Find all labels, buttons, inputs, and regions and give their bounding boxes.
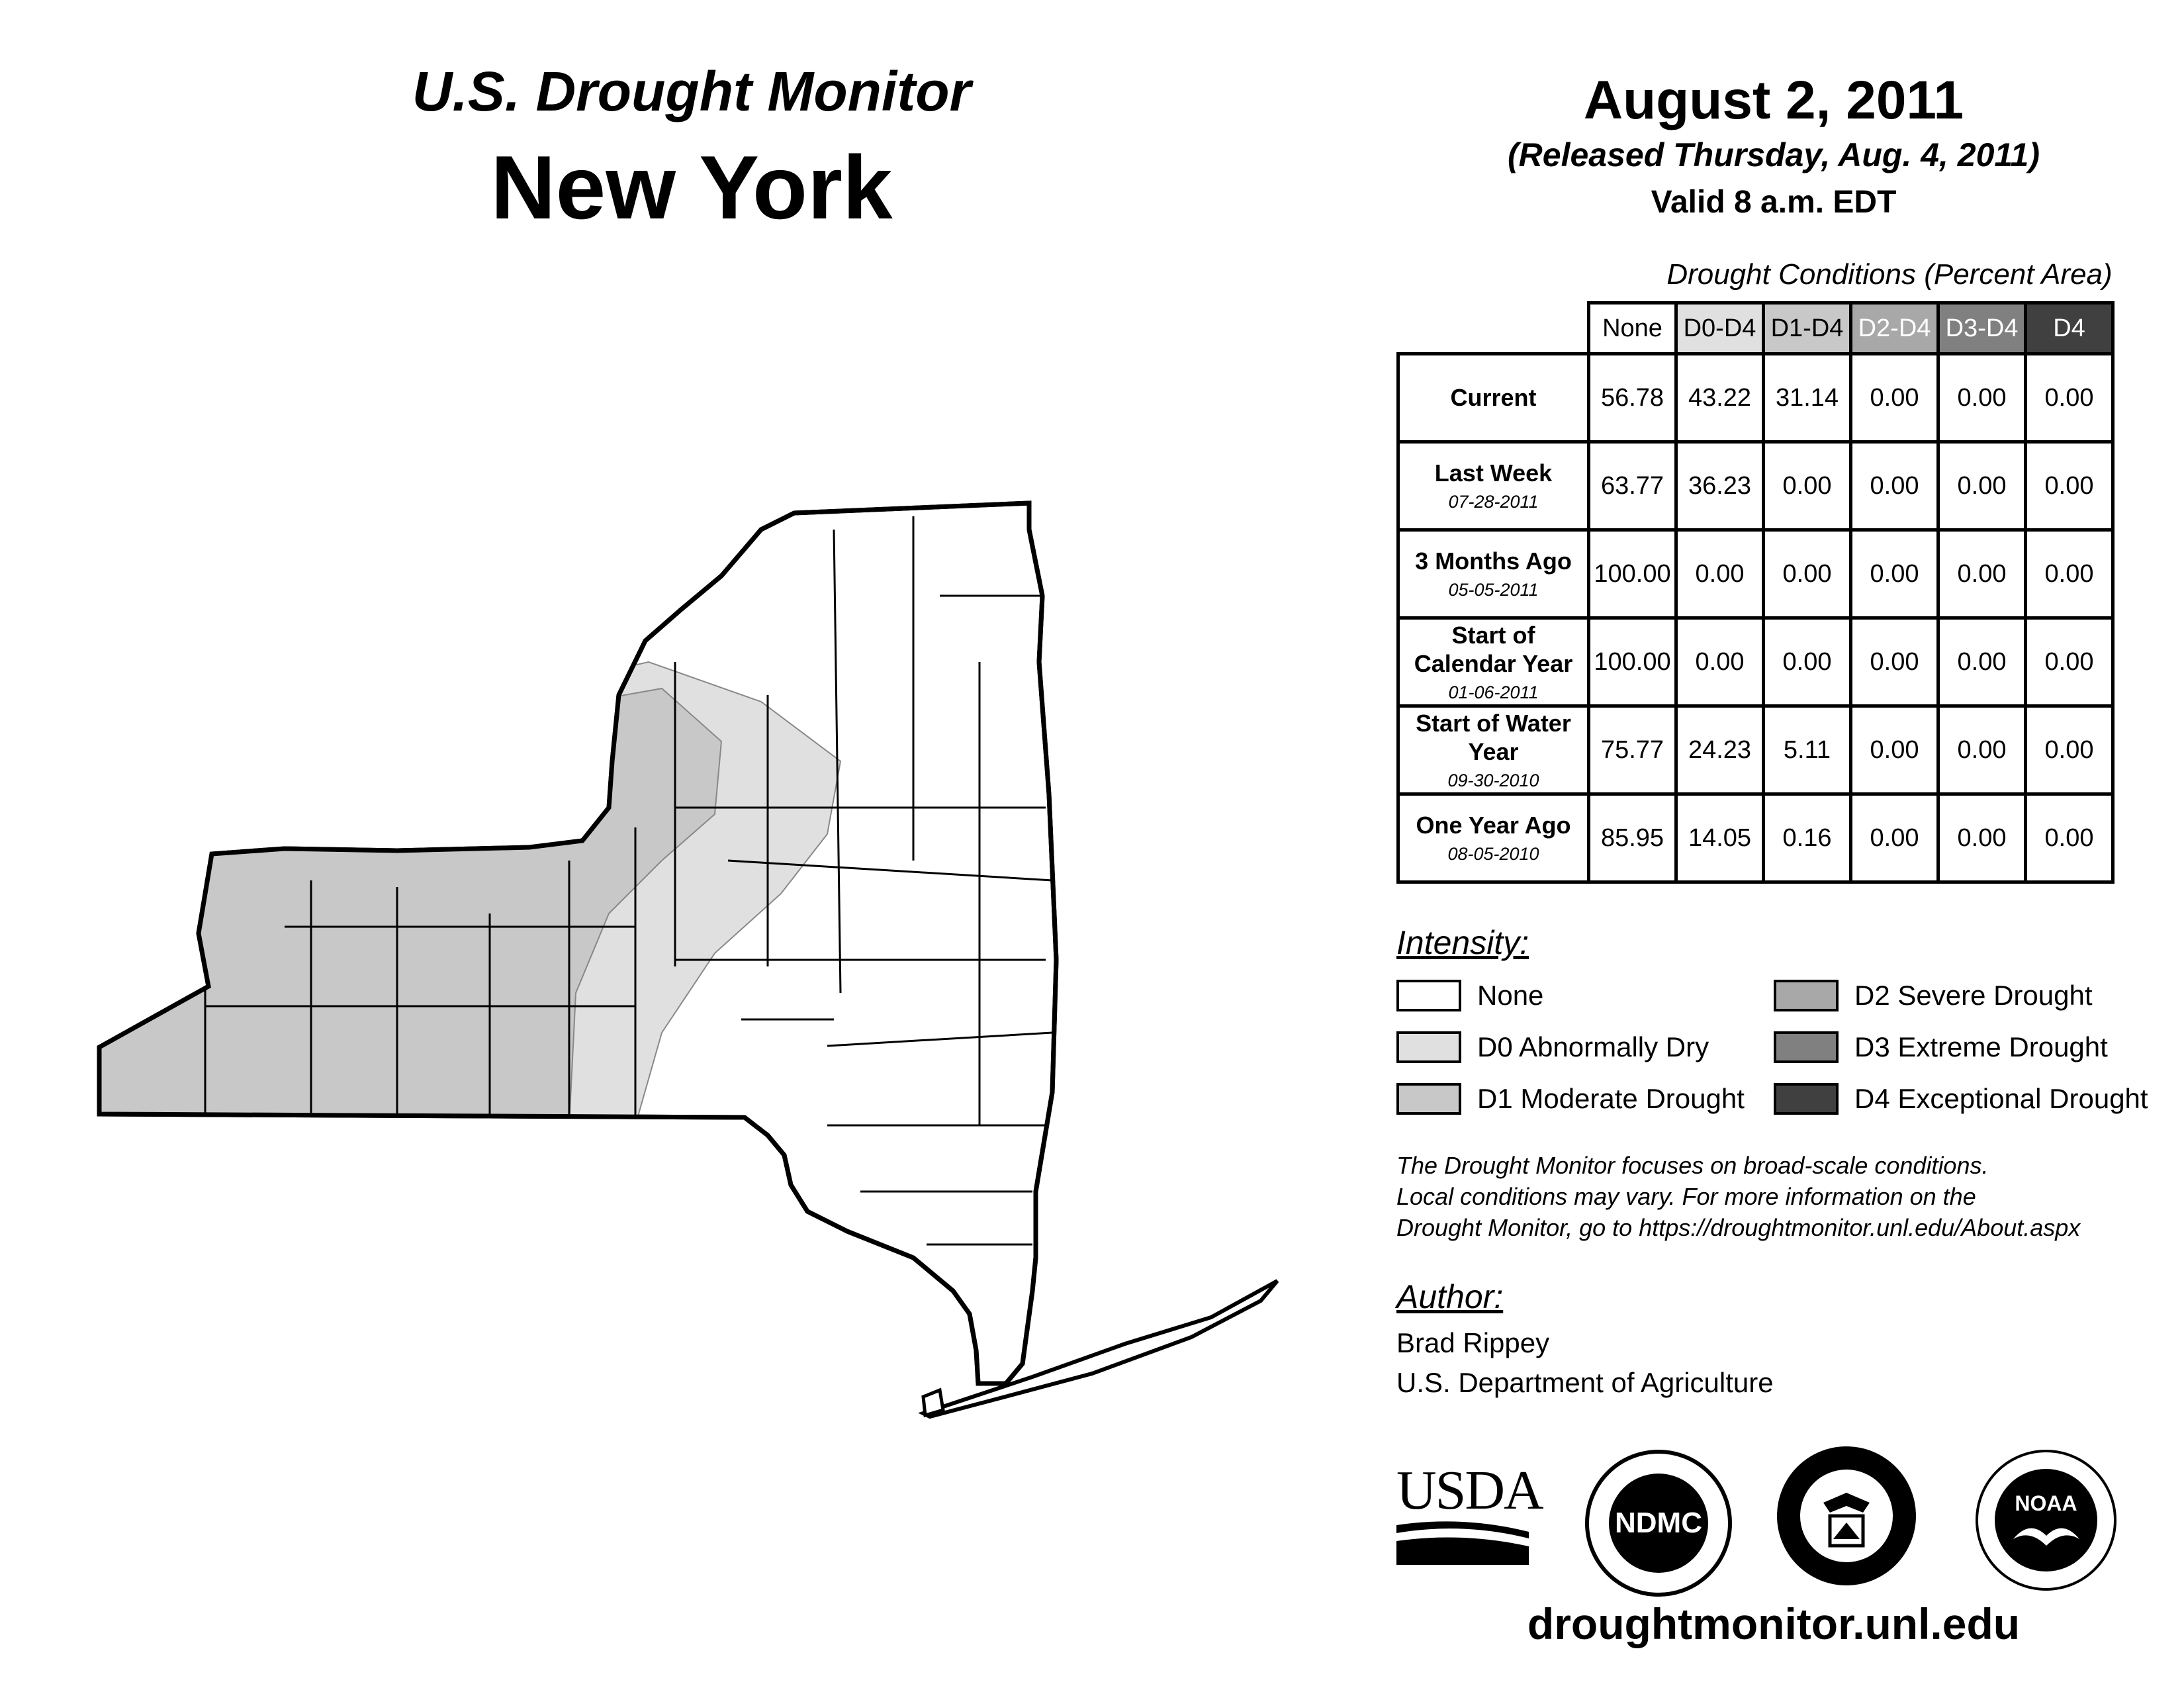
table-cell: 0.00 bbox=[1851, 706, 1938, 794]
legend-swatch bbox=[1774, 1031, 1839, 1063]
legend-label: D3 Extreme Drought bbox=[1854, 1031, 2108, 1062]
legend-label: D4 Exceptional Drought bbox=[1854, 1083, 2148, 1114]
table-cell: 36.23 bbox=[1676, 442, 1764, 530]
legend-swatch bbox=[1774, 1083, 1839, 1115]
col-header: None bbox=[1589, 303, 1676, 354]
legend-swatch bbox=[1396, 980, 1461, 1011]
doc-seal-logo bbox=[1777, 1446, 1916, 1585]
table-cell: 0.00 bbox=[1938, 706, 2026, 794]
legend-item-d2 bbox=[1774, 980, 2093, 1011]
table-cell: 56.78 bbox=[1589, 354, 1676, 442]
state-title: New York bbox=[490, 137, 893, 238]
table-cell: 43.22 bbox=[1676, 354, 1764, 442]
table-cell: 5.11 bbox=[1764, 706, 1851, 794]
table-cell: 75.77 bbox=[1589, 706, 1676, 794]
table-cell: 0.00 bbox=[1676, 618, 1764, 706]
table-cell: 100.00 bbox=[1589, 618, 1676, 706]
valid-time: Valid 8 a.m. EDT bbox=[1651, 185, 1897, 220]
row-label: Current bbox=[1398, 354, 1589, 442]
author-org: U.S. Department of Agriculture bbox=[1396, 1367, 1774, 1398]
legend-item-d0 bbox=[1396, 1031, 1709, 1063]
legend-label: D0 Abnormally Dry bbox=[1477, 1031, 1709, 1062]
table-cell: 0.00 bbox=[1676, 530, 1764, 618]
noaa-logo: NOAA bbox=[1976, 1450, 2116, 1591]
table-cell: 0.00 bbox=[1938, 618, 2026, 706]
table-cell: 0.00 bbox=[2026, 706, 2113, 794]
col-header: D1-D4 bbox=[1764, 303, 1851, 354]
table-cell: 0.00 bbox=[2026, 794, 2113, 882]
table-cell: 0.00 bbox=[2026, 618, 2113, 706]
col-header: D2-D4 bbox=[1851, 303, 1938, 354]
table-cell: 63.77 bbox=[1589, 442, 1676, 530]
legend-item-d4 bbox=[1774, 1083, 2148, 1115]
row-label: 3 Months Ago 05-05-2011 bbox=[1398, 530, 1589, 618]
table-header-row bbox=[1398, 303, 2113, 354]
legend-item-d3 bbox=[1774, 1031, 2108, 1063]
legend-label: None bbox=[1477, 980, 1544, 1011]
legend-swatch bbox=[1774, 980, 1839, 1011]
table-cell: 0.00 bbox=[1851, 442, 1938, 530]
table-cell: 0.16 bbox=[1764, 794, 1851, 882]
ndmc-logo: NDMC bbox=[1585, 1450, 1732, 1597]
legend-item-none bbox=[1396, 980, 1543, 1011]
table-row bbox=[1398, 618, 2113, 706]
table-row bbox=[1398, 354, 2113, 442]
table-row bbox=[1398, 442, 2113, 530]
table-cell: 0.00 bbox=[2026, 530, 2113, 618]
table-cell: 0.00 bbox=[1851, 530, 1938, 618]
author-title: Author: bbox=[1396, 1278, 1504, 1315]
program-title: U.S. Drought Monitor bbox=[412, 60, 972, 122]
table-cell: 0.00 bbox=[1851, 794, 1938, 882]
row-label: One Year Ago 08-05-2010 bbox=[1398, 794, 1589, 882]
table-cell: 24.23 bbox=[1676, 706, 1764, 794]
col-header: D4 bbox=[2026, 303, 2113, 354]
table-cell: 0.00 bbox=[1938, 530, 2026, 618]
map-date: August 2, 2011 bbox=[1583, 70, 1964, 130]
legend-item-d1 bbox=[1396, 1083, 1745, 1115]
table-cell: 0.00 bbox=[1851, 354, 1938, 442]
table-row bbox=[1398, 706, 2113, 794]
table-cell: 0.00 bbox=[1764, 618, 1851, 706]
row-label: Last Week 07-28-2011 bbox=[1398, 442, 1589, 530]
drought-conditions-table bbox=[1396, 301, 2115, 884]
eagle-icon bbox=[1797, 1466, 1896, 1566]
legend-label: D1 Moderate Drought bbox=[1477, 1083, 1745, 1114]
gull-icon bbox=[2010, 1516, 2083, 1549]
usda-logo: USDA bbox=[1396, 1463, 1529, 1568]
legend-title: Intensity: bbox=[1396, 924, 1529, 961]
table-cell: 0.00 bbox=[1764, 442, 1851, 530]
col-header: D0-D4 bbox=[1676, 303, 1764, 354]
table-cell: 0.00 bbox=[1764, 530, 1851, 618]
table-cell: 85.95 bbox=[1589, 794, 1676, 882]
table-title: Drought Conditions (Percent Area) bbox=[1666, 258, 2113, 291]
disclaimer-note: The Drought Monitor focuses on broad-scale conditions. Local conditions may vary. For more information on the Drought Monitor, go to https://droughtmonitor.unl.edu/About.aspx bbox=[1396, 1152, 2081, 1241]
col-header: D3-D4 bbox=[1938, 303, 2026, 354]
table-cell: 0.00 bbox=[1938, 442, 2026, 530]
table-cell: 0.00 bbox=[1938, 354, 2026, 442]
site-url: droughtmonitor.unl.edu bbox=[1527, 1599, 2021, 1648]
table-cell: 0.00 bbox=[1851, 618, 1938, 706]
legend-swatch bbox=[1396, 1083, 1461, 1115]
table-cell: 14.05 bbox=[1676, 794, 1764, 882]
row-label: Start of Calendar Year 01-06-2011 bbox=[1398, 618, 1589, 706]
table-cell: 31.14 bbox=[1764, 354, 1851, 442]
table-cell: 0.00 bbox=[2026, 354, 2113, 442]
release-date: (Released Thursday, Aug. 4, 2011) bbox=[1508, 136, 2040, 173]
row-label: Start of Water Year 09-30-2010 bbox=[1398, 706, 1589, 794]
legend-swatch bbox=[1396, 1031, 1461, 1063]
legend-label: D2 Severe Drought bbox=[1854, 980, 2093, 1011]
table-cell: 100.00 bbox=[1589, 530, 1676, 618]
table-row bbox=[1398, 794, 2113, 882]
table-cell: 0.00 bbox=[2026, 442, 2113, 530]
table-row bbox=[1398, 530, 2113, 618]
table-cell: 0.00 bbox=[1938, 794, 2026, 882]
header-blank bbox=[1398, 303, 1589, 354]
author-name: Brad Rippey bbox=[1396, 1327, 1550, 1358]
